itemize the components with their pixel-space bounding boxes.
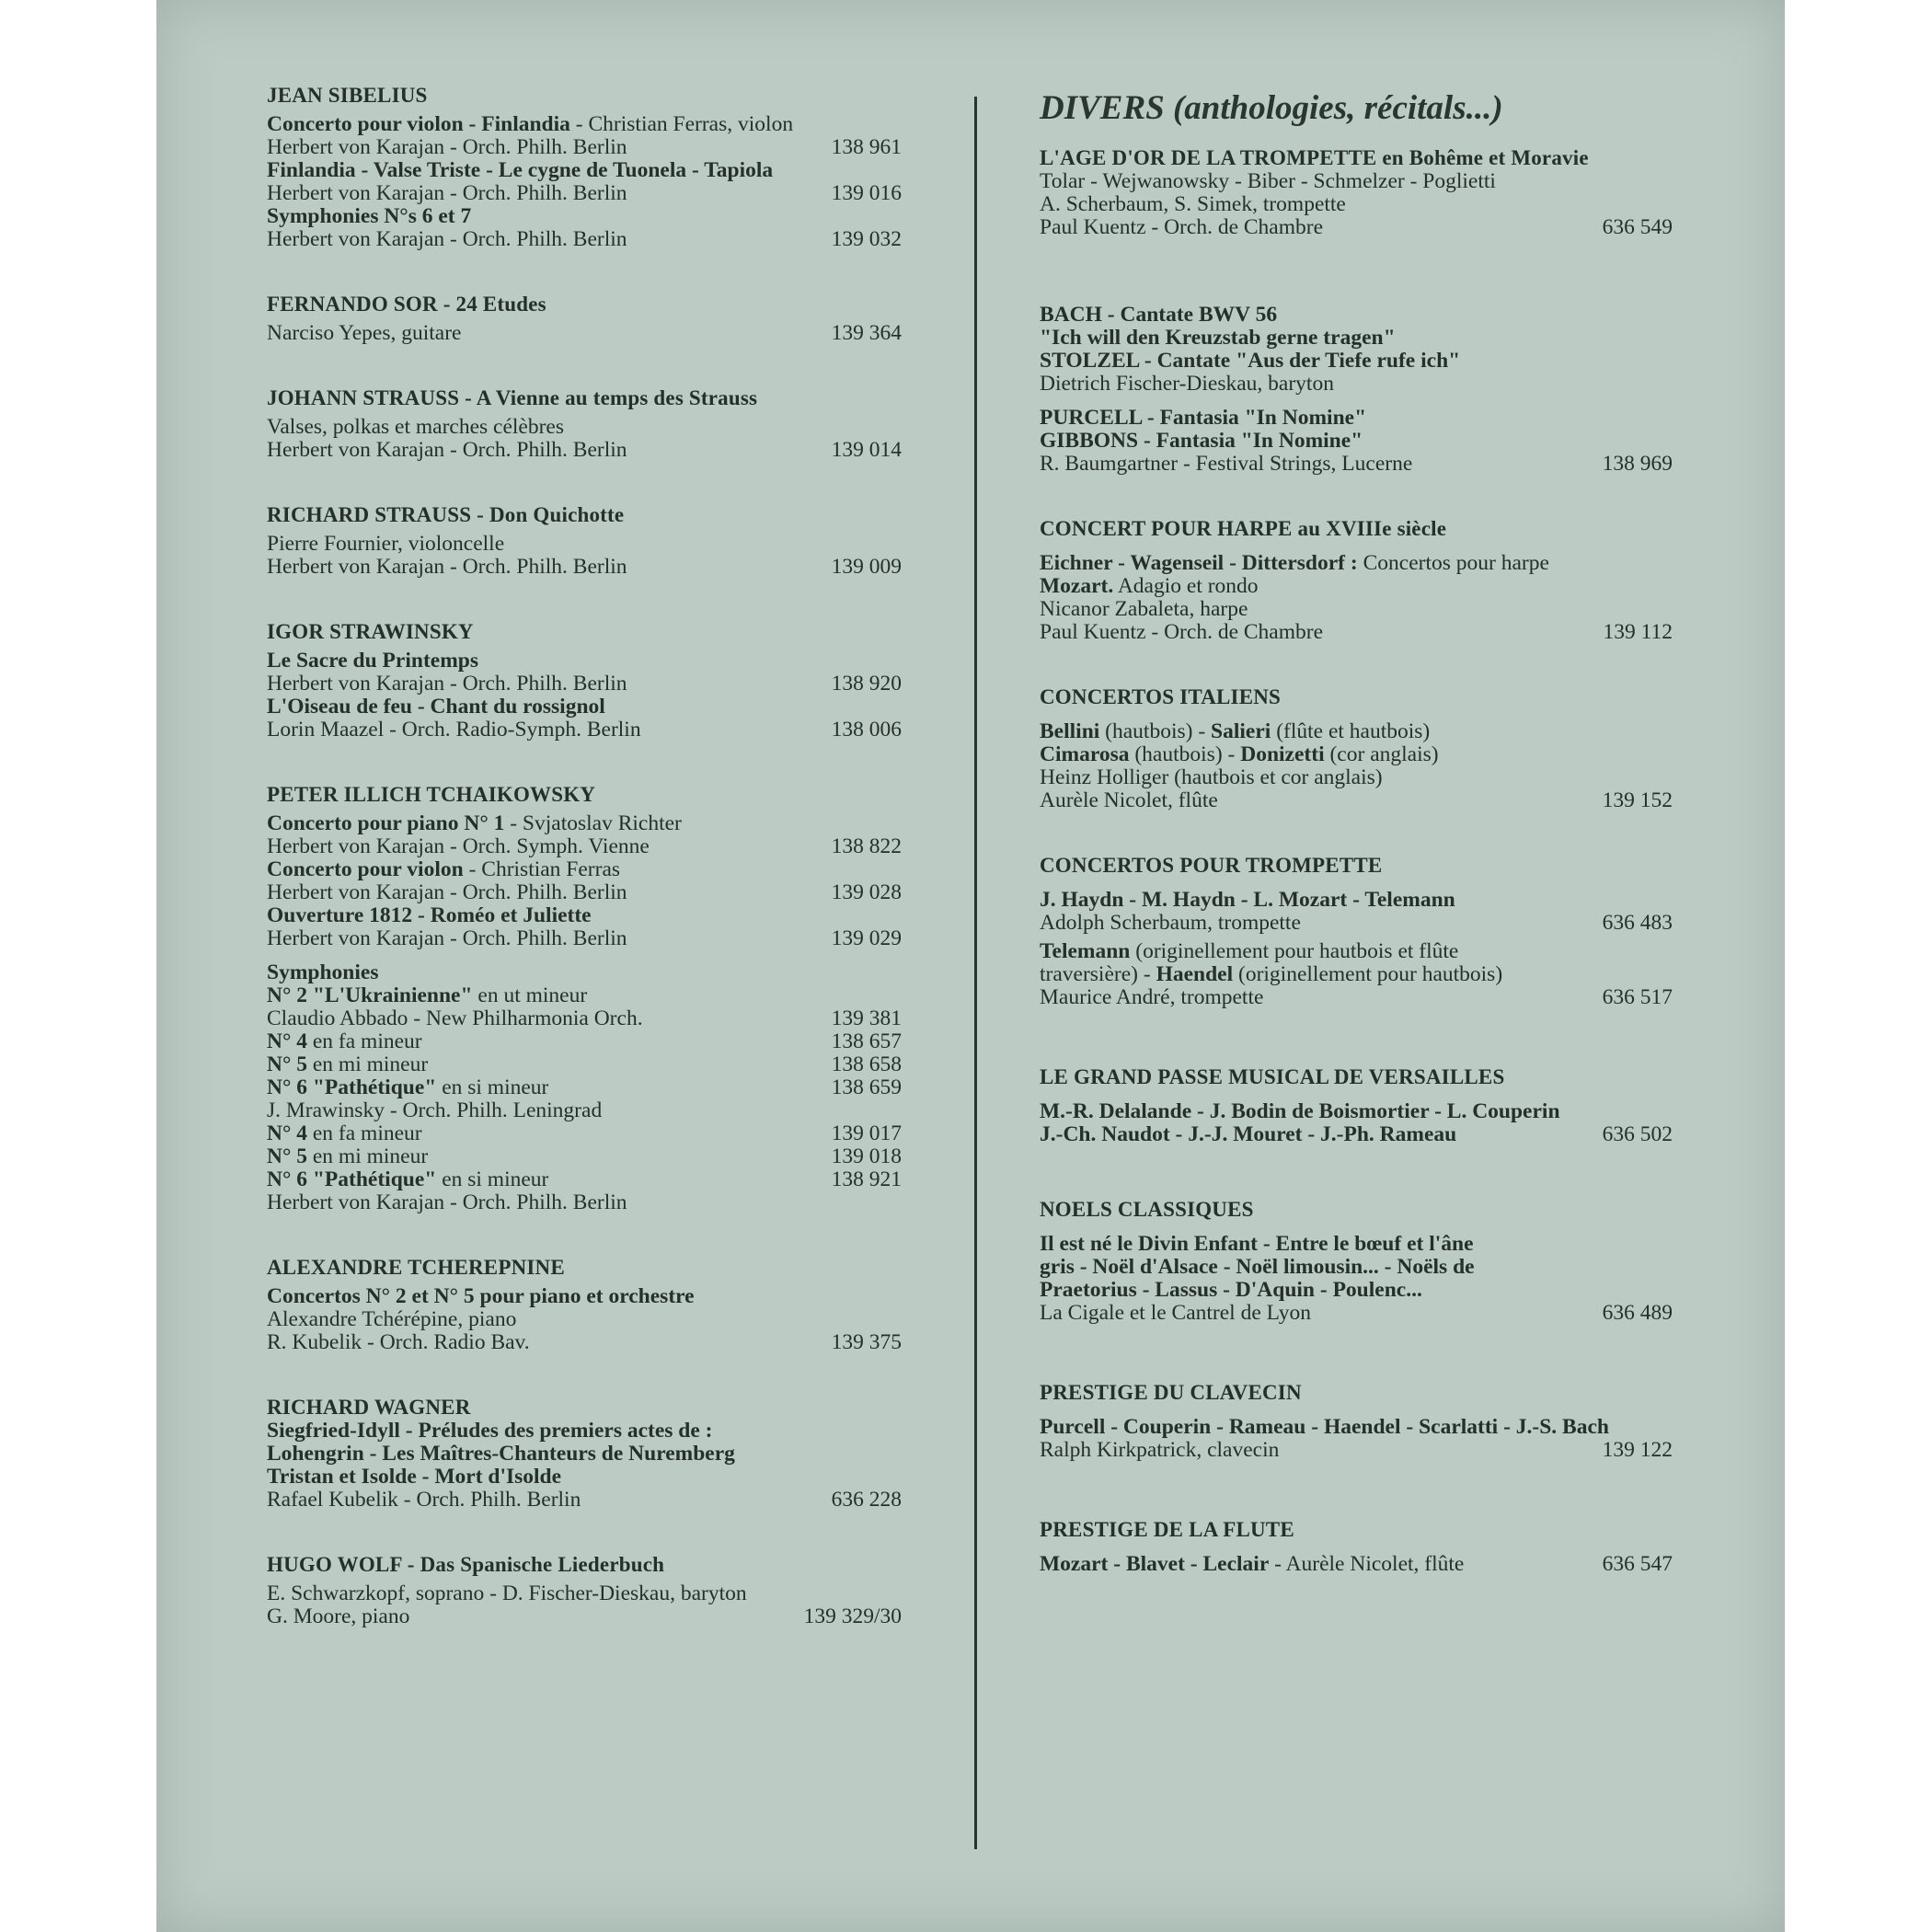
work-line: M.-R. Delalande - J. Bodin de Boismortier - L. Couperin bbox=[1040, 1100, 1560, 1123]
catalog-number: 139 014 bbox=[831, 438, 902, 462]
section-heading: CONCERT POUR HARPE au XVIIIe siècle bbox=[1040, 517, 1447, 540]
catalog-number: 139 009 bbox=[831, 555, 902, 579]
performer-line: Paul Kuentz - Orch. de Chambre 636 549 bbox=[1040, 215, 1673, 239]
work-line: Concerto pour violon - Christian Ferras bbox=[267, 858, 621, 881]
work-line: Le Sacre du Printemps bbox=[267, 650, 478, 673]
work-line: BACH - Cantate BWV 56 bbox=[1040, 304, 1278, 327]
work-line: N° 4 en fa mineur 139 017 bbox=[267, 1121, 902, 1145]
work-line: Purcell - Couperin - Rameau - Haendel - Scarlatti - J.-S. Bach bbox=[1040, 1416, 1609, 1439]
entry-trompette-or bbox=[1040, 145, 1673, 239]
performer-line: Herbert von Karajan - Orch. Philh. Berlin 139 028 bbox=[267, 880, 902, 904]
work-line: Siegfried-Idyll - Préludes des premiers actes de : bbox=[267, 1420, 713, 1443]
work-line: Telemann (originellement pour hautbois et flûte bbox=[1040, 940, 1459, 963]
catalog-number: 138 657 bbox=[831, 1029, 902, 1053]
performer-line: Herbert von Karajan - Orch. Philh. Berlin 139 029 bbox=[267, 926, 902, 950]
section-heading: NOELS CLASSIQUES bbox=[1040, 1198, 1254, 1221]
work-line: Eichner - Wagenseil - Dittersdorf : Concertos pour harpe bbox=[1040, 552, 1549, 575]
work-line: Bellini (hautbois) - Salieri (flûte et hautbois) bbox=[1040, 720, 1431, 743]
performer-line: Lorin Maazel - Orch. Radio-Symph. Berlin 138 006 bbox=[267, 718, 902, 742]
performer-line: Claudio Abbado - New Philharmonia Orch. 139 381 bbox=[267, 1006, 902, 1030]
catalog-number: 139 381 bbox=[831, 1006, 902, 1030]
section-heading: CONCERTOS POUR TROMPETTE bbox=[1040, 854, 1383, 877]
performer-line: J. Mrawinsky - Orch. Philh. Leningrad bbox=[267, 1099, 603, 1122]
performer-line: Herbert von Karajan - Orch. Philh. Berlin 138 961 bbox=[267, 135, 902, 159]
catalog-number: 139 028 bbox=[831, 880, 902, 904]
performer-line: Ralph Kirkpatrick, clavecin 139 122 bbox=[1040, 1438, 1673, 1462]
composer-heading: IGOR STRAWINSKY bbox=[267, 620, 474, 643]
performer-line: Narciso Yepes, guitare 139 364 bbox=[267, 321, 902, 345]
entry-strawinsky bbox=[267, 619, 902, 742]
work-line: J. Haydn - M. Haydn - L. Mozart - Telemann bbox=[1040, 889, 1455, 912]
entry-tcherepnine bbox=[267, 1255, 902, 1354]
composer-heading: FERNANDO SOR - 24 Etudes bbox=[267, 293, 546, 316]
performer-line: R. Baumgartner - Festival Strings, Lucerne 138 969 bbox=[1040, 452, 1673, 476]
performer-line: Herbert von Karajan - Orch. Philh. Berlin 138 920 bbox=[267, 672, 902, 696]
catalog-number: 636 489 bbox=[1602, 1301, 1673, 1325]
work-line: N° 5 en mi mineur 138 658 bbox=[267, 1052, 902, 1076]
performer-line: E. Schwarzkopf, soprano - D. Fischer-Dieskau, baryton bbox=[267, 1582, 747, 1605]
work-line: Tolar - Wejwanowsky - Biber - Schmelzer - Poglietti bbox=[1040, 170, 1496, 193]
performer-line: Nicanor Zabaleta, harpe bbox=[1040, 598, 1248, 621]
work-line: STOLZEL - Cantate "Aus der Tiefe rufe ich" bbox=[1040, 350, 1461, 373]
work-line: Concerto pour piano N° 1 - Svjatoslav Richter bbox=[267, 812, 682, 835]
work-line: Il est né le Divin Enfant - Entre le bœuf et l'âne bbox=[1040, 1233, 1474, 1256]
work-line: "Ich will den Kreuzstab gerne tragen" bbox=[1040, 327, 1396, 350]
performer-line: Rafael Kubelik - Orch. Philh. Berlin 636 228 bbox=[267, 1488, 902, 1512]
catalog-number: 138 921 bbox=[831, 1167, 902, 1191]
catalog-number: 138 006 bbox=[831, 718, 902, 742]
work-line: Symphonies bbox=[267, 961, 379, 984]
performer-line: Pierre Fournier, violoncelle bbox=[267, 533, 505, 556]
entry-noels bbox=[1040, 1197, 1673, 1325]
work-line: GIBBONS - Fantasia "In Nomine" bbox=[1040, 430, 1363, 453]
catalog-number: 138 920 bbox=[831, 672, 902, 696]
work-line: Valses, polkas et marches célèbres bbox=[267, 416, 564, 439]
work-line: J.-Ch. Naudot - J.-J. Mouret - J.-Ph. Rameau 636 502 bbox=[1040, 1122, 1673, 1146]
performer-line: Herbert von Karajan - Orch. Philh. Berlin 139 032 bbox=[267, 227, 902, 251]
performer-line: Paul Kuentz - Orch. de Chambre 139 112 bbox=[1040, 620, 1673, 644]
catalog-number: 139 375 bbox=[831, 1330, 902, 1354]
performer-line: Herbert von Karajan - Orch. Philh. Berlin 139 016 bbox=[267, 181, 902, 205]
performer-line: La Cigale et le Cantrel de Lyon 636 489 bbox=[1040, 1301, 1673, 1325]
catalog-number: 138 658 bbox=[831, 1052, 902, 1076]
performer-line: Maurice André, trompette 636 517 bbox=[1040, 985, 1673, 1009]
performer-line: Dietrich Fischer-Dieskau, baryton bbox=[1040, 373, 1334, 396]
performer-line: Aurèle Nicolet, flûte 139 152 bbox=[1040, 788, 1673, 812]
composer-heading: ALEXANDRE TCHEREPNINE bbox=[267, 1256, 565, 1279]
performer-line: Adolph Scherbaum, trompette 636 483 bbox=[1040, 911, 1673, 935]
catalog-number: 139 017 bbox=[831, 1121, 902, 1145]
work-line: traversière) - Haendel (originellement pour hautbois) bbox=[1040, 963, 1503, 986]
work-line: Cimarosa (hautbois) - Donizetti (cor anglais) bbox=[1040, 743, 1439, 766]
work-line: Lohengrin - Les Maîtres-Chanteurs de Nuremberg bbox=[267, 1443, 735, 1466]
catalog-number: 636 549 bbox=[1602, 215, 1673, 239]
entry-flute bbox=[1040, 1517, 1673, 1576]
work-line: Concerto pour violon - Finlandia - Christian Ferras, violon bbox=[267, 113, 794, 136]
performer-line: Herbert von Karajan - Orch. Philh. Berlin 139 009 bbox=[267, 555, 902, 579]
catalog-number: 139 032 bbox=[831, 227, 902, 251]
performer-line: A. Scherbaum, S. Simek, trompette bbox=[1040, 193, 1346, 216]
entry-versailles bbox=[1040, 1064, 1673, 1146]
catalog-number: 636 228 bbox=[831, 1488, 902, 1512]
work-line: N° 6 "Pathétique" en si mineur 138 659 bbox=[267, 1075, 902, 1099]
catalog-number: 139 329/30 bbox=[803, 1604, 902, 1628]
composer-heading: JOHANN STRAUSS - A Vienne au temps des Strauss bbox=[267, 386, 758, 409]
work-line: PURCELL - Fantasia "In Nomine" bbox=[1040, 407, 1367, 430]
section-title: DIVERS (anthologies, récitals...) bbox=[1040, 89, 1503, 127]
work-line: gris - Noël d'Alsace - Noël limousin... - Noëls de bbox=[1040, 1256, 1475, 1279]
composer-heading: RICHARD WAGNER bbox=[267, 1396, 471, 1419]
entry-richard-strauss bbox=[267, 502, 902, 579]
work-line: N° 2 "L'Ukrainienne" en ut mineur bbox=[267, 984, 588, 1007]
section-heading: LE GRAND PASSE MUSICAL DE VERSAILLES bbox=[1040, 1065, 1505, 1088]
entry-clavecin bbox=[1040, 1380, 1673, 1462]
right-column bbox=[1040, 83, 1673, 1576]
work-line: N° 5 en mi mineur 139 018 bbox=[267, 1144, 902, 1168]
catalog-number: 139 018 bbox=[831, 1144, 902, 1168]
catalog-number: 139 029 bbox=[831, 926, 902, 950]
entry-johann-strauss bbox=[267, 385, 902, 462]
work-line: Mozart. Adagio et rondo bbox=[1040, 575, 1259, 598]
left-column bbox=[267, 83, 902, 1628]
section-heading: L'AGE D'OR DE LA TROMPETTE en Bohême et Moravie bbox=[1040, 146, 1589, 169]
performer-line: Herbert von Karajan - Orch. Philh. Berlin 139 014 bbox=[267, 438, 902, 462]
catalog-number: 138 822 bbox=[831, 834, 902, 858]
catalog-number: 636 483 bbox=[1602, 911, 1673, 935]
catalog-number: 636 517 bbox=[1602, 985, 1673, 1009]
work-line: Tristan et Isolde - Mort d'Isolde bbox=[267, 1466, 562, 1489]
work-line: Concertos N° 2 et N° 5 pour piano et orchestre bbox=[267, 1285, 695, 1308]
performer-line: Herbert von Karajan - Orch. Symph. Vienne 138 822 bbox=[267, 834, 902, 858]
work-line: Mozart - Blavet - Leclair - Aurèle Nicolet, flûte 636 547 bbox=[1040, 1552, 1673, 1576]
entry-sor bbox=[267, 292, 902, 345]
catalog-number: 139 112 bbox=[1603, 620, 1673, 644]
catalog-number: 139 016 bbox=[831, 181, 902, 205]
section-heading: PRESTIGE DE LA FLUTE bbox=[1040, 1518, 1294, 1541]
entry-sibelius bbox=[267, 83, 902, 251]
catalog-number: 139 122 bbox=[1602, 1438, 1673, 1462]
catalog-number: 636 502 bbox=[1602, 1122, 1673, 1146]
entry-tchaikowsky bbox=[267, 782, 902, 1214]
composer-heading: RICHARD STRAUSS - Don Quichotte bbox=[267, 503, 625, 526]
performer-line: Alexandre Tchérépine, piano bbox=[267, 1308, 517, 1331]
catalog-number: 139 364 bbox=[831, 321, 902, 345]
work-line: Symphonies N°s 6 et 7 bbox=[267, 205, 472, 228]
catalog-number: 139 152 bbox=[1602, 788, 1673, 812]
composer-heading: HUGO WOLF - Das Spanische Liederbuch bbox=[267, 1553, 665, 1576]
entry-harpe bbox=[1040, 516, 1673, 644]
section-heading: CONCERTOS ITALIENS bbox=[1040, 685, 1282, 708]
entry-wagner bbox=[267, 1395, 902, 1512]
performer-line: R. Kubelik - Orch. Radio Bav. 139 375 bbox=[267, 1330, 902, 1354]
column-divider bbox=[974, 97, 977, 1849]
work-line: Ouverture 1812 - Roméo et Juliette bbox=[267, 904, 592, 927]
entry-trompette bbox=[1040, 853, 1673, 1009]
performer-line: G. Moore, piano 139 329/30 bbox=[267, 1604, 902, 1628]
work-line: N° 4 en fa mineur 138 657 bbox=[267, 1029, 902, 1053]
entry-italiens bbox=[1040, 684, 1673, 812]
composer-heading: JEAN SIBELIUS bbox=[267, 84, 428, 107]
entry-bach bbox=[1040, 304, 1673, 476]
work-line: N° 6 "Pathétique" en si mineur 138 921 bbox=[267, 1167, 902, 1191]
performer-line: Herbert von Karajan - Orch. Philh. Berlin bbox=[267, 1191, 627, 1214]
work-line: L'Oiseau de feu - Chant du rossignol bbox=[267, 696, 605, 719]
catalog-number: 138 659 bbox=[831, 1075, 902, 1099]
section-heading: PRESTIGE DU CLAVECIN bbox=[1040, 1381, 1302, 1404]
catalog-number: 138 961 bbox=[831, 135, 902, 159]
work-line: Praetorius - Lassus - D'Aquin - Poulenc... bbox=[1040, 1279, 1422, 1302]
catalog-number: 636 547 bbox=[1602, 1552, 1673, 1576]
catalog-number: 138 969 bbox=[1602, 452, 1673, 476]
entry-wolf bbox=[267, 1552, 902, 1628]
performer-line: Heinz Holliger (hautbois et cor anglais) bbox=[1040, 766, 1383, 789]
work-line: Finlandia - Valse Triste - Le cygne de Tuonela - Tapiola bbox=[267, 159, 774, 182]
composer-heading: PETER ILLICH TCHAIKOWSKY bbox=[267, 783, 596, 806]
